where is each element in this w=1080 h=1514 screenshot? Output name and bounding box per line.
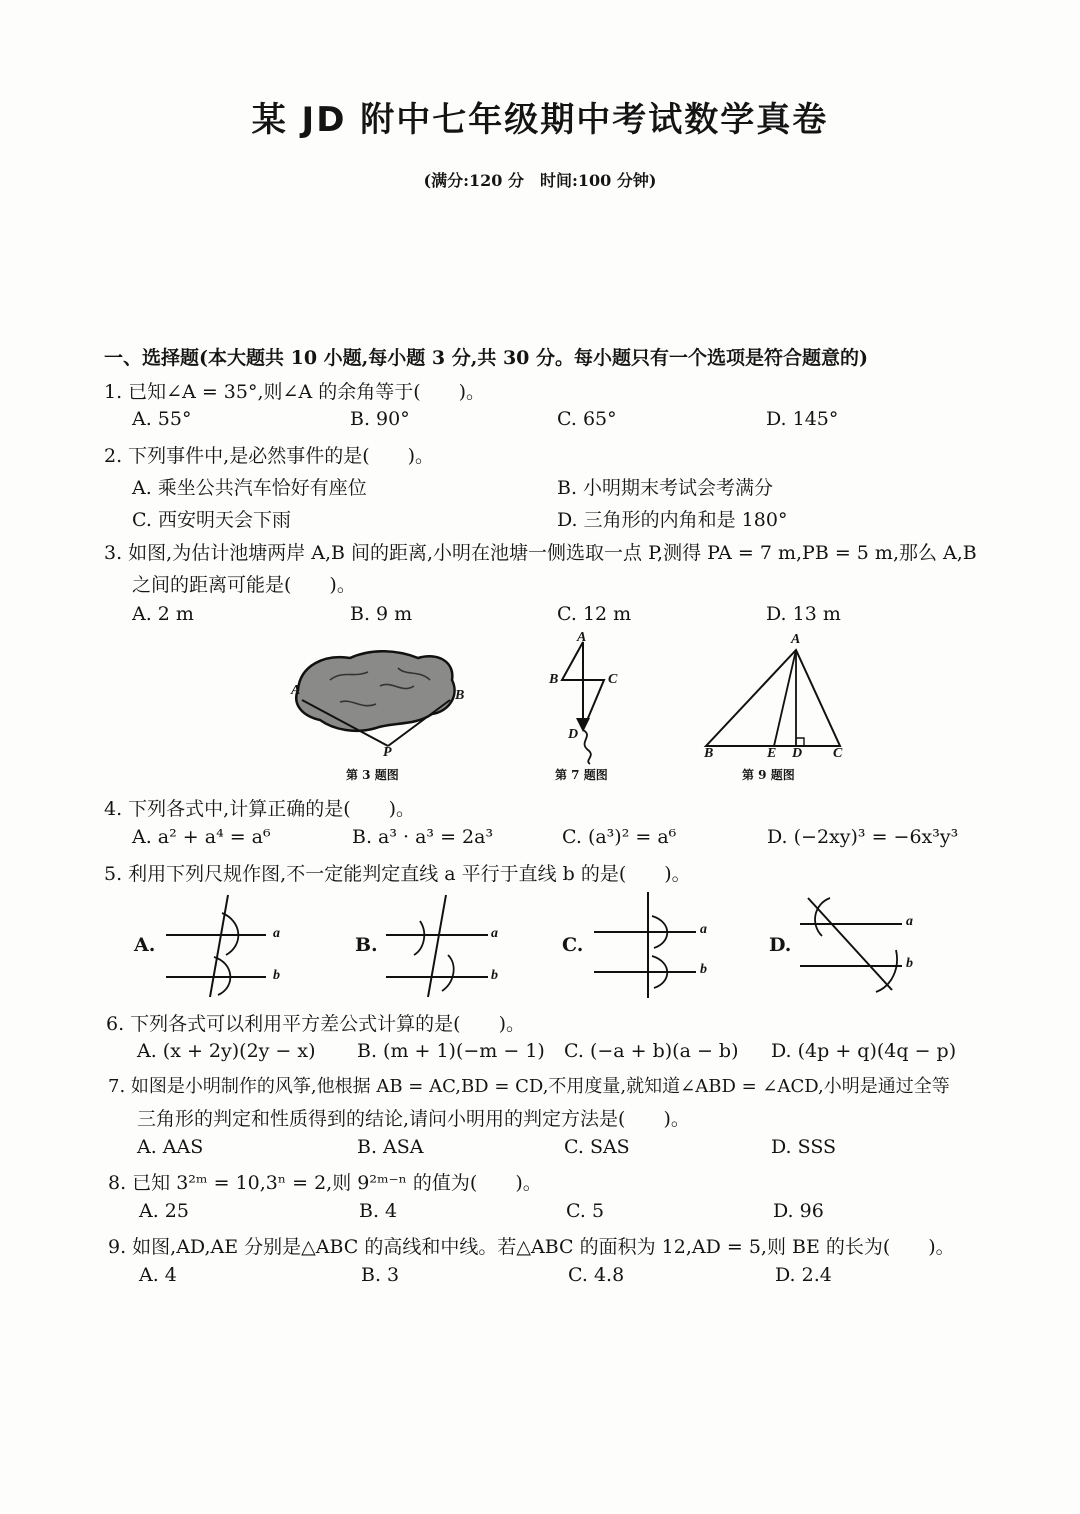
q5b-label-b: b [491, 968, 498, 983]
figure-9-triangle [700, 642, 850, 752]
q1-option-d[interactable]: D. 145° [766, 408, 839, 430]
question-7-stem-cont: 三角形的判定和性质得到的结论,请问小明用的判定方法是( )。 [137, 1108, 690, 1130]
fig7-label-b: B [549, 672, 559, 687]
pond-shape [296, 651, 454, 731]
q4-option-c[interactable]: C. (a³)² = a⁶ [562, 826, 677, 848]
q7-option-c[interactable]: C. SAS [564, 1136, 630, 1158]
fig9-label-a: A [791, 632, 801, 647]
question-3-stem-cont: 之间的距离可能是( )。 [132, 574, 356, 596]
median-ae [774, 650, 796, 746]
q7-option-b[interactable]: B. ASA [357, 1136, 424, 1158]
q5-option-a[interactable]: A. [134, 934, 156, 956]
q6-option-a[interactable]: A. (x + 2y)(2y − x) [137, 1040, 316, 1062]
q5a-label-a: a [273, 926, 280, 941]
page-title: 某 JD 附中七年级期中考试数学真卷 [251, 100, 829, 140]
q5-option-b[interactable]: B. [355, 934, 378, 956]
q5-option-c[interactable]: C. [562, 934, 584, 956]
q1-option-a[interactable]: A. 55° [132, 408, 192, 430]
figure-7-caption: 第 7 题图 [555, 768, 608, 782]
q5d-label-b: b [906, 956, 913, 971]
q5-option-d[interactable]: D. [769, 934, 792, 956]
q2-option-b[interactable]: B. 小明期末考试会考满分 [557, 477, 774, 499]
q6-option-b[interactable]: B. (m + 1)(−m − 1) [357, 1040, 545, 1062]
fig3-label-b: B [455, 688, 465, 703]
q6-option-d[interactable]: D. (4p + q)(4q − p) [771, 1040, 957, 1062]
q3-option-b[interactable]: B. 9 m [350, 603, 413, 625]
q5c-label-b: b [700, 962, 707, 977]
question-6-stem: 6. 下列各式可以利用平方差公式计算的是( )。 [106, 1013, 525, 1035]
fig7-label-d: D [568, 727, 579, 742]
q5-figure-d [796, 890, 926, 1000]
q1-option-c[interactable]: C. 65° [557, 408, 617, 430]
q8-option-b[interactable]: B. 4 [359, 1200, 398, 1222]
q4-option-b[interactable]: B. a³ · a³ = 2a³ [352, 826, 494, 848]
figure-3-caption: 第 3 题图 [346, 768, 399, 782]
figure-3-pond [280, 640, 480, 780]
q2-option-c[interactable]: C. 西安明天会下雨 [132, 509, 291, 531]
question-5-stem: 5. 利用下列尺规作图,不一定能判定直线 a 平行于直线 b 的是( )。 [104, 863, 691, 885]
q2-option-d[interactable]: D. 三角形的内角和是 180° [557, 509, 788, 531]
fig9-label-e: E [767, 746, 777, 761]
q7-option-a[interactable]: A. AAS [137, 1136, 204, 1158]
figure-7-kite [540, 640, 630, 765]
q9-option-c[interactable]: C. 4.8 [568, 1264, 625, 1286]
q4-option-d[interactable]: D. (−2xy)³ = −6x³y³ [767, 826, 959, 848]
question-2-stem: 2. 下列事件中,是必然事件的是( )。 [104, 445, 435, 467]
q5d-label-a: a [906, 914, 913, 929]
q2-option-a[interactable]: A. 乘坐公共汽车恰好有座位 [132, 477, 367, 499]
q9-option-b[interactable]: B. 3 [361, 1264, 400, 1286]
question-9-stem: 9. 如图,AD,AE 分别是△ABC 的高线和中线。若△ABC 的面积为 12,AD = 5,则 BE 的长为( )。 [108, 1236, 955, 1258]
triangle-abc [706, 650, 840, 746]
q1-option-b[interactable]: B. 90° [350, 408, 410, 430]
q8-option-d[interactable]: D. 96 [773, 1200, 824, 1222]
q7-option-d[interactable]: D. SSS [771, 1136, 837, 1158]
q5c-label-a: a [700, 922, 707, 937]
fig7-label-a: A [577, 630, 587, 645]
question-3-stem: 3. 如图,为估计池塘两岸 A,B 间的距离,小明在池塘一侧选取一点 P,测得 PA = 7 m,PB = 5 m,那么 A,B [104, 542, 977, 564]
q8-option-a[interactable]: A. 25 [139, 1200, 189, 1222]
fig9-label-c: C [833, 746, 843, 761]
fig9-label-b: B [704, 746, 714, 761]
q6-option-c[interactable]: C. (−a + b)(a − b) [564, 1040, 739, 1062]
q5-figure-c [592, 890, 722, 1000]
figure-9-caption: 第 9 题图 [742, 768, 795, 782]
fig3-label-p: P [383, 745, 392, 760]
q9-option-a[interactable]: A. 4 [139, 1264, 177, 1286]
fig3-label-a: A [291, 683, 301, 698]
q4-option-a[interactable]: A. a² + a⁴ = a⁶ [132, 826, 271, 848]
fig9-label-d: D [792, 746, 803, 761]
question-7-stem: 7. 如图是小明制作的风筝,他根据 AB = AC,BD = CD,不用度量,就知道∠ABD = ∠ACD,小明是通过全等 [108, 1076, 950, 1097]
q3-option-c[interactable]: C. 12 m [557, 603, 632, 625]
exam-info: (满分:120 分 时间:100 分钟) [423, 171, 657, 190]
q3-option-a[interactable]: A. 2 m [132, 603, 194, 625]
right-angle-mark [796, 738, 804, 746]
q5b-label-a: a [491, 926, 498, 941]
question-8-stem: 8. 已知 3²ᵐ = 10,3ⁿ = 2,则 9²ᵐ⁻ⁿ 的值为( )。 [108, 1172, 542, 1194]
q9-option-d[interactable]: D. 2.4 [775, 1264, 832, 1286]
section-heading: 一、选择题(本大题共 10 小题,每小题 3 分,共 30 分。每小题只有一个选项是符合题意的) [104, 347, 869, 369]
kite-tail [583, 730, 591, 764]
fig7-label-c: C [608, 672, 618, 687]
q8-option-c[interactable]: C. 5 [566, 1200, 605, 1222]
question-4-stem: 4. 下列各式中,计算正确的是( )。 [104, 798, 416, 820]
q3-option-d[interactable]: D. 13 m [766, 603, 841, 625]
question-1-stem: 1. 已知∠A = 35°,则∠A 的余角等于( )。 [104, 381, 486, 403]
q5a-label-b: b [273, 968, 280, 983]
